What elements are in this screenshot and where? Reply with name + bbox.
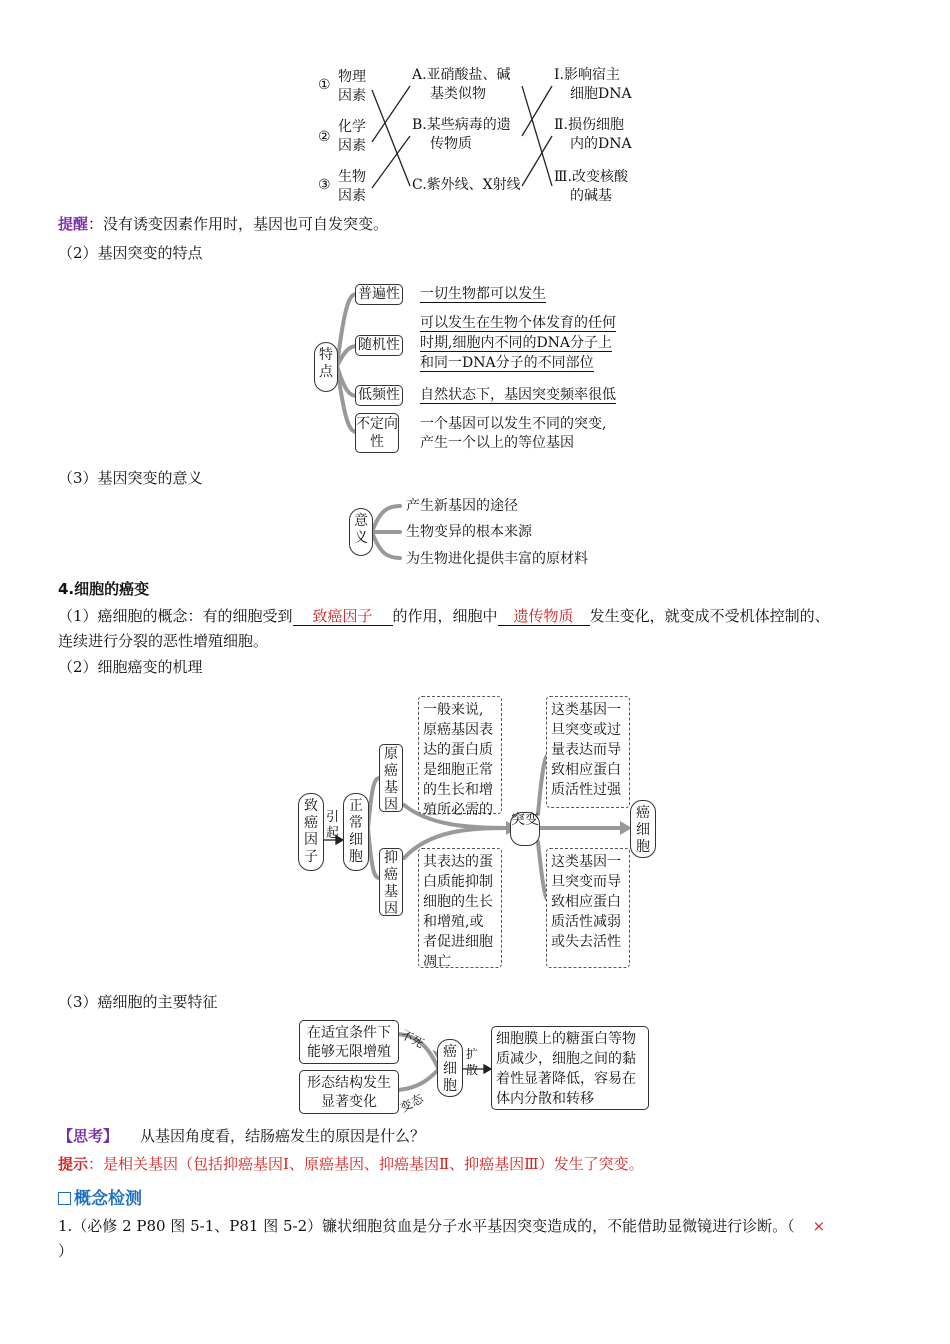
concept-check-heading [58,1188,142,1210]
proto-desc: 一般来说,原癌基因表达的蛋白质是细胞正常的生长和增殖所必需的 [418,696,502,814]
arrow-label-cause: 引起 [326,810,340,841]
question1 [58,1216,825,1236]
mutagen-physical: 物理因素 [338,69,366,104]
hint-label: 提示 [58,1155,89,1173]
mutagen-left-2: ② [318,129,331,145]
mutation-node: 突变 [510,812,540,846]
suppressor-result: 这类基因一旦突变而导致相应蛋白质活性减弱或失去活性 [546,848,630,968]
blank-carcinogen: 致癌因子 [293,607,393,626]
char-metastasis: 细胞膜上的糖蛋白等物质减少，细胞之间的黏着性显著降低，容易在体内分散和转移 [491,1026,649,1110]
feature-non-directional-desc1: 一个基因可以发生不同的突变, [420,416,607,432]
characteristics-title: （3）癌细胞的主要特征 [58,993,218,1011]
think [58,1126,425,1146]
feature-randomness: 随机性 [355,335,403,356]
link-biological-b [372,136,410,188]
proto-result: 这类基因一旦突变或过量表达而导致相应蛋白质活性过强 [546,696,630,808]
char-label-deformed: 变态 [397,1091,426,1115]
feature-low-frequency: 低频性 [355,385,403,406]
char-unlimited-proliferation: 在适宜条件下能够无限增殖 [299,1020,399,1064]
mutagen-middle-b1: B.某些病毒的遗 [412,117,511,133]
mutagen-middle-c1: C.紫外线、X射线 [412,177,521,193]
significance-center: 意义 [349,508,373,556]
reminder-text: ：没有诱变因素作用时，基因也可自发突变。 [88,215,389,233]
features-center: 特点 [314,342,338,392]
char-label-immortal: 不死 [398,1027,427,1051]
mutagen-chemical: 化学因素 [338,119,366,154]
mutagen-biological: 生物因素 [338,169,366,204]
feature-randomness-desc2: 时期,细胞内不同的DNA分子上 [420,335,613,351]
mechanism-title: （2）细胞癌变的机理 [58,658,203,676]
char-label-spread: 扩散 [466,1047,479,1077]
tumor-suppressor-gene: 抑癌基因 [379,848,403,916]
feature-non-directional: 不定向性 [355,413,399,453]
feature-randomness-desc3: 和同一DNA分子的不同部位 [420,355,594,371]
mutagen-right-iii2: 的碱基 [570,188,612,204]
link-a-iii [522,86,552,186]
mutagen-right-ii1: Ⅱ.损伤细胞 [554,117,624,133]
link-b-i [522,86,552,136]
link-chemical-a [372,86,410,142]
mutagen-right-iii1: Ⅲ.改变核酸 [554,169,628,185]
cancer-cell-node: 癌细胞 [630,800,656,858]
significance-item-3: 为生物进化提供丰富的原材料 [406,551,588,567]
reminder [58,214,388,234]
normal-cell: 正常细胞 [343,793,369,871]
think-label: 【思考】 [58,1127,119,1145]
question1-close: ） [58,1242,74,1260]
feature-non-directional-desc2: 产生一个以上的等位基因 [420,435,574,451]
cancer-concept-line2: 连续进行分裂的恶性增殖细胞。 [58,632,269,650]
section3-title: （3）基因突变的意义 [58,469,203,487]
proto-oncogene: 原癌基因 [379,744,403,812]
mutagen-right-ii2: 内的DNA [570,136,632,152]
feature-randomness-desc1: 可以发生在生物个体发育的任何 [420,315,616,331]
link-physical-c [372,90,410,186]
question1-answer: × [812,1217,826,1235]
mutagen-middle-a1: A.亚硝酸盐、碱 [412,67,511,83]
significance-item-1: 产生新基因的途径 [406,498,518,514]
mutagen-left-3: ③ [318,177,331,193]
feature-universality-desc: 一切生物都可以发生 [420,286,546,302]
checkbox-icon [58,1192,71,1205]
reminder-label: 提醒 [58,215,89,233]
section2-title: （2）基因突变的特点 [58,244,203,262]
section4-title: 4.细胞的癌变 [58,580,150,598]
cause-carcinogen: 致癌因子 [298,793,324,871]
char-morphology-change: 形态结构发生显著变化 [299,1070,399,1114]
hint [58,1154,644,1174]
hint-text: ：是相关基因（包括抑癌基因Ⅰ、原癌基因、抑癌基因Ⅱ、抑癌基因Ⅲ）发生了突变。 [88,1155,644,1173]
suppressor-desc: 其表达的蛋白质能抑制细胞的生长和增殖,或者促进细胞凋亡 [418,848,502,968]
char-cancer-cell: 癌细胞 [437,1039,463,1097]
mutagen-middle-b2: 传物质 [430,136,472,152]
blank-genetic-material: 遗传物质 [498,607,590,626]
question1-text: 1.（必修 2 P80 图 5-1、P81 图 5-2）镰状细胞贫血是分子水平基因突变造成的，不能借助显微镜进行诊断。（ [58,1217,795,1235]
significance-item-2: 生物变异的根本来源 [406,524,532,540]
mutagen-right-i1: Ⅰ.影响宿主 [554,67,620,83]
mutagen-middle-a2: 基类似物 [430,86,486,102]
feature-low-frequency-desc: 自然状态下，基因突变频率很低 [420,387,616,403]
mutagen-left-1: ① [318,77,331,93]
link-c-ii [522,136,552,186]
mutagen-right-i2: 细胞DNA [570,86,632,102]
feature-universality: 普遍性 [355,284,403,305]
cancer-concept-line1: （1）癌细胞的概念：有的细胞受到 致癌因子 的作用，细胞中 遗传物质 发生变化，就变成不受机体控制的、 [58,607,830,625]
concept-check-title: 概念检测 [74,1189,142,1209]
think-question: 从基因角度看，结肠癌发生的原因是什么？ [140,1127,426,1145]
